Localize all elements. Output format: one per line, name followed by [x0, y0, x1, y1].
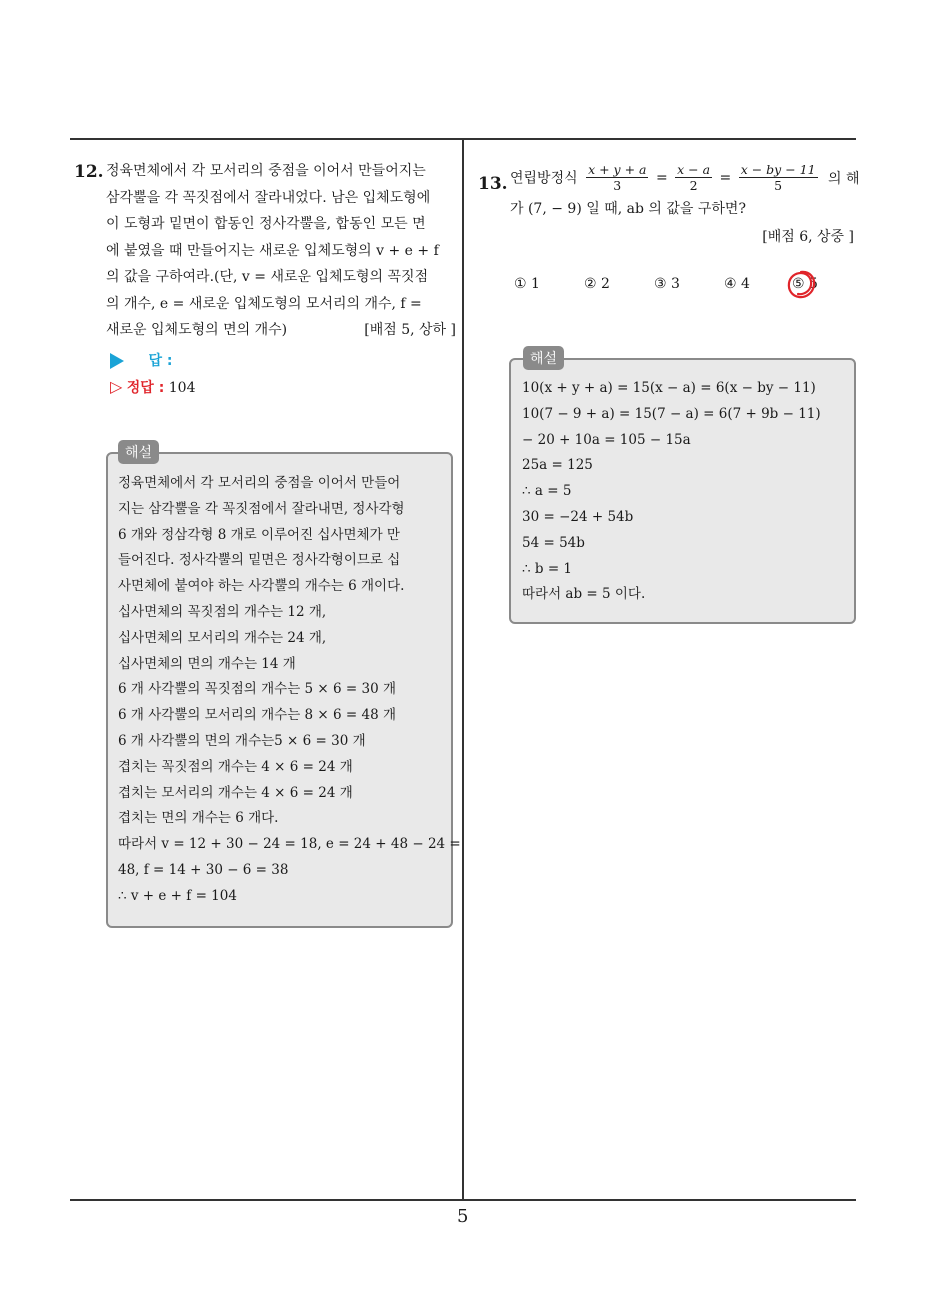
solution-line: 겹치는 면의 개수는 6 개다.: [118, 810, 279, 827]
solution-line: 사면체에 붙여야 하는 사각뿔의 개수는 6 개이다.: [118, 578, 405, 595]
question-line: 삼각뿔을 각 꼭짓점에서 잘라내었다. 남은 입체도형에: [106, 189, 431, 206]
solution-line: 10(7 − 9 + a) = 15(7 − a) = 6(7 + 9b − 11): [522, 405, 821, 422]
score-tag: [배점 5, 상하 ]: [364, 322, 456, 338]
answer-row: [110, 350, 172, 370]
choice-1[interactable]: ① 1: [514, 276, 540, 292]
fraction-1: $\frac{x + y + a}{3}$: [588, 162, 647, 193]
solution-line: ∴ b = 1: [522, 560, 573, 577]
choice-4[interactable]: ④ 4: [724, 276, 750, 292]
solution-line: 따라서 ab = 5 이다.: [522, 586, 646, 603]
bottom-rule: [70, 1199, 856, 1201]
question-line: 이 도형과 밑면이 합동인 정사각뿔을, 합동인 모든 면: [106, 216, 426, 232]
question-line: 에 붙였을 때 만들어지는 새로운 입체도형의 v + e + f: [106, 242, 439, 259]
question-line: 새로운 입체도형의 면의 개수): [106, 322, 288, 338]
correct-value: 104: [168, 380, 196, 396]
answer-label: 답 :: [148, 353, 173, 369]
solution-line: 정육면체에서 각 모서리의 중점을 이어서 만들어: [118, 475, 401, 491]
fraction-2: $\frac{x - a}{2}$: [677, 162, 711, 193]
page-number: 5: [457, 1206, 469, 1227]
question-number: 13.: [478, 174, 508, 194]
solution-line: 십사면체의 면의 개수는 14 개: [118, 655, 296, 672]
question-line: 정육면체에서 각 모서리의 중점을 이어서 만들어지는: [106, 163, 426, 179]
solution-text: [118, 471, 461, 910]
solution-line: 54 = 54b: [522, 534, 585, 551]
solution-line: ∴ a = 5: [522, 483, 572, 500]
solution-line: 6 개와 정삼각형 8 개로 이루어진 십사면체가 만: [118, 526, 400, 543]
question-text: [106, 158, 456, 344]
solution-line: − 20 + 10a = 105 − 15a: [522, 431, 691, 448]
solution-line: 겹치는 꼭짓점의 개수는 4 × 6 = 24 개: [118, 758, 353, 775]
question-line-1: [510, 162, 860, 193]
solution-line: 따라서 v = 12 + 30 − 24 = 18, e = 24 + 48 − 24 =: [118, 836, 461, 853]
solution-line: 겹치는 모서리의 개수는 4 × 6 = 24 개: [118, 784, 353, 801]
solution-line: 십사면체의 모서리의 개수는 24 개,: [118, 629, 327, 646]
choice-5[interactable]: ⑤ 5: [792, 276, 818, 292]
solution-line: 들어진다. 정사각뿔의 밑면은 정사각형이므로 십: [118, 552, 401, 569]
column-divider: [462, 139, 464, 1200]
choice-2[interactable]: ② 2: [584, 276, 610, 292]
question-prefix: 연립방정식: [510, 170, 578, 187]
solution-line: 10(x + y + a) = 15(x − a) = 6(x − by − 11): [522, 380, 816, 396]
solution-tag: 해설: [118, 440, 159, 464]
question-line-2: 가 (7, − 9) 일 때, ab 의 값을 구하면?: [510, 201, 746, 217]
outline-arrow-icon: ▷: [110, 377, 123, 396]
question-suffix: 의 해: [828, 170, 860, 187]
solution-line: 48, f = 14 + 30 − 6 = 38: [118, 861, 289, 878]
answer-choices: [514, 276, 834, 300]
solution-line: 6 개 사각뿔의 꼭짓점의 개수는 5 × 6 = 30 개: [118, 681, 397, 698]
fraction-3: $\frac{x - by - 11}{5}$: [740, 162, 816, 193]
solution-line: 6 개 사각뿔의 모서리의 개수는 8 × 6 = 48 개: [118, 707, 397, 724]
correct-answer-row: [110, 377, 195, 397]
score-tag: [배점 6, 상중 ]: [762, 229, 854, 245]
solution-tag: 해설: [523, 346, 564, 370]
selected-mark-stroke: [789, 272, 814, 297]
question-line: 의 개수, e = 새로운 입체도형의 모서리의 개수, f =: [106, 295, 422, 312]
equals-sign: =: [719, 169, 732, 186]
solution-line: 십사면체의 꼭짓점의 개수는 12 개,: [118, 603, 327, 620]
solution-line: ∴ v + e + f = 104: [118, 887, 237, 904]
selected-mark-icon: [784, 268, 818, 302]
equals-sign: =: [655, 169, 668, 186]
solution-line: 지는 삼각뿔을 각 꼭짓점에서 잘라내면, 정사각형: [118, 500, 405, 517]
solution-text: [522, 376, 821, 608]
solution-line: 6 개 사각뿔의 면의 개수는5 × 6 = 30 개: [118, 732, 366, 749]
solution-line: 25a = 125: [522, 457, 593, 474]
question-number: 12.: [74, 162, 104, 182]
play-arrow-icon: [110, 353, 124, 369]
question-line: 의 값을 구하여라.(단, v = 새로운 입체도형의 꼭짓점: [106, 269, 429, 285]
correct-label: 정답 :: [126, 380, 165, 396]
choice-3[interactable]: ③ 3: [654, 276, 680, 292]
solution-line: 30 = −24 + 54b: [522, 508, 634, 525]
